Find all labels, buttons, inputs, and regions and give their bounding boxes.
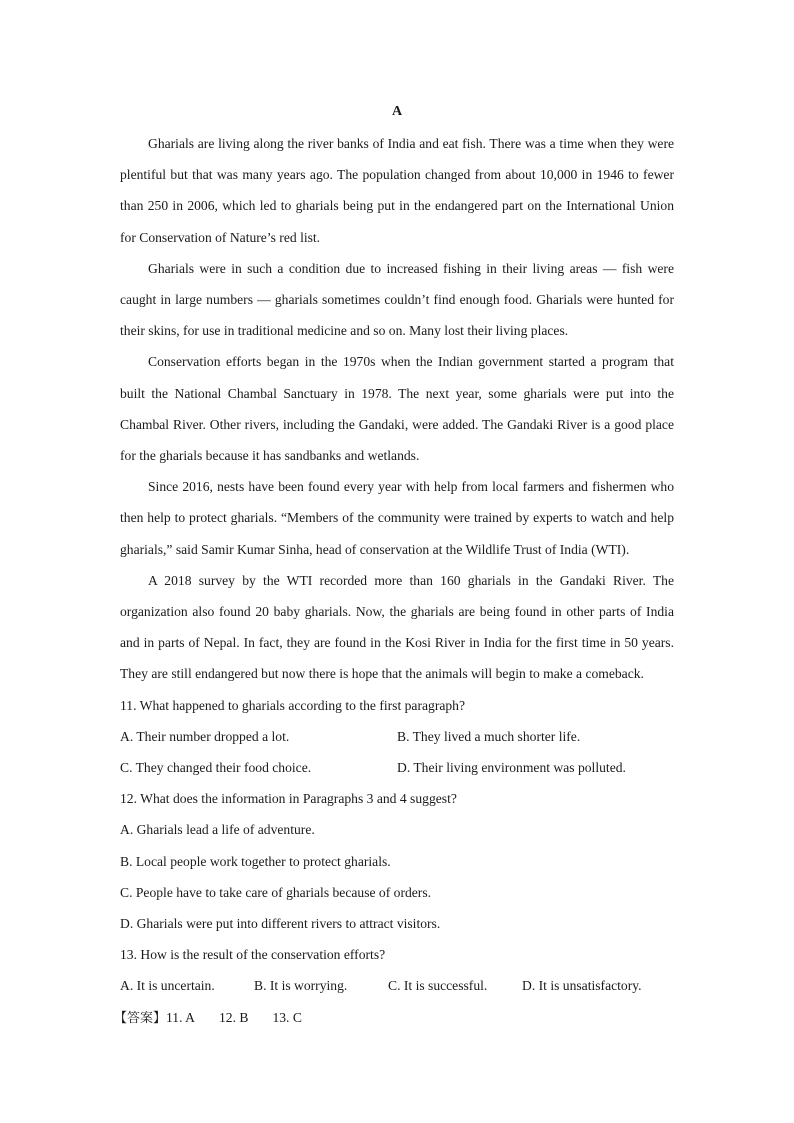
question-12-option-a: A. Gharials lead a life of adventure. — [120, 822, 315, 838]
question-12-option-c: C. People have to take care of gharials because of orders. — [120, 884, 432, 900]
paragraph-4: Since 2016, nests have been found every year with help from local farmers and fishermen who then help to protect gharials. “Members of the community were trained by experts to watch and help gharials,” said Samir Kumar Sinha, head of conservation at the Wildlife Trust of India (WTI). — [120, 479, 674, 557]
question-12-option-d: D. Gharials were put into different rivers to attract visitors. — [120, 916, 441, 932]
question-11-option-b: B. They lived a much shorter life. — [397, 728, 581, 744]
question-11-options-row-2 — [120, 752, 674, 783]
paragraph-5: A 2018 survey by the WTI recorded more than 160 gharials in the Gandaki River. The organization also found 20 baby gharials. Now, the gharials are being found in other parts of India and in parts of Nepal. In fact, they are found in the Kosi River in India for the first time in 50 years. They are still endangered but now there is hope that the animals will begin to make a comeback. — [120, 572, 674, 682]
question-11-option-d: D. Their living environment was polluted. — [397, 760, 626, 776]
question-13-option-c: C. It is successful. — [388, 978, 488, 994]
question-11-option-c: C. They changed their food choice. — [120, 760, 312, 776]
question-13-options — [120, 970, 674, 1001]
question-13-stem: 13. How is the result of the conservation efforts? — [120, 947, 386, 963]
paragraph-1: Gharials are living along the river banks of India and eat fish. There was a time when they were plentiful but that was many years ago. The population changed from about 10,000 in 1946 to fewer than 250 in 2006, which led to gharials being put in the endangered part on the International Union for Conservation of Nature’s red list. — [120, 136, 674, 245]
paragraph-3: Conservation efforts began in the 1970s when the Indian government started a program that built the National Chambal Sanctuary in 1978. The next year, some gharials were put into the Chambal River. Other rivers, including the Gandaki, were added. The Gandaki River is a good place for the gharials because it has sandbanks and wetlands. — [120, 354, 674, 464]
passage-heading: A — [391, 104, 403, 119]
question-11-option-a: A. Their number dropped a lot. — [120, 728, 290, 744]
question-11-stem: 11. What happened to gharials according to the first paragraph? — [120, 697, 466, 713]
answer-13: 13. C — [272, 1009, 302, 1025]
question-13-option-a: A. It is uncertain. — [120, 978, 215, 994]
question-12-option-b: B. Local people work together to protect gharials. — [120, 853, 391, 869]
question-11-options-row-1 — [120, 721, 674, 752]
answer-12: 12. B — [218, 1009, 249, 1025]
question-13-option-d: D. It is unsatisfactory. — [522, 978, 642, 994]
passage-body — [114, 128, 674, 1034]
question-12-stem: 12. What does the information in Paragraphs 3 and 4 suggest? — [120, 791, 457, 807]
paragraph-2: Gharials were in such a condition due to increased fishing in their living areas — fish were caught in large numbers — gharials sometimes couldn’t find enough food. Gharials were hunted for their skins, for use in traditional medicine and so on. Many lost their living places. — [120, 260, 674, 339]
answer-11: 11. A — [166, 1009, 195, 1025]
answer-key — [114, 1002, 674, 1034]
answer-label: 【答案】 — [114, 1010, 167, 1026]
question-13-option-b: B. It is worrying. — [254, 978, 348, 994]
